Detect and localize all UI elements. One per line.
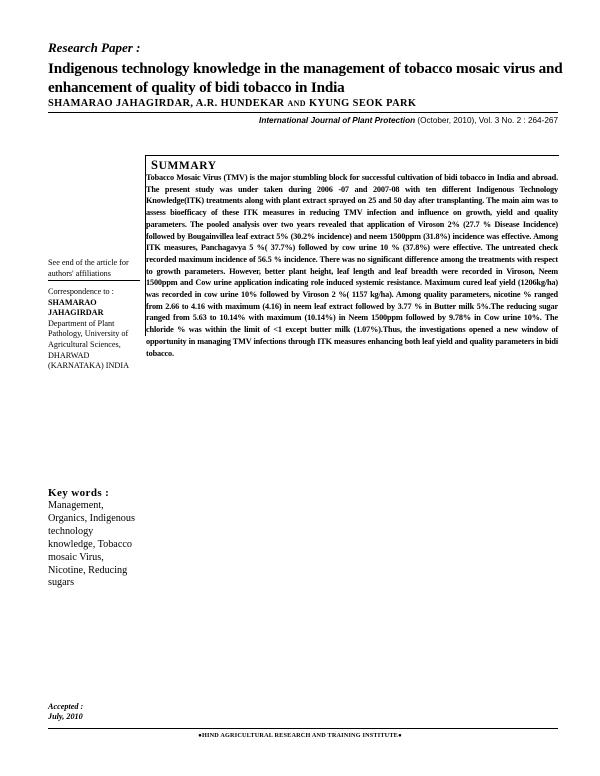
author-list — [48, 98, 416, 109]
authors-last: KYUNG SEOK PARK — [308, 98, 417, 109]
authors-first: SHAMARAO JAHAGIRDAR, A.R. HUNDEKAR — [48, 98, 285, 109]
paper-title: Indigenous technology knowledge in the management of tobacco mosaic virus and enhancement of quality of bidi tobacco in India — [48, 60, 563, 96]
sidebar-divider — [48, 280, 140, 281]
footer-divider — [48, 728, 558, 729]
correspondence-block — [48, 287, 142, 372]
accepted-label: Accepted : — [48, 702, 84, 711]
header-divider — [48, 112, 558, 113]
summary-heading-rest: UMMARY — [158, 160, 217, 172]
authors-conjunction: AND — [287, 99, 306, 108]
keywords-list: Management, Organics, Indigenous technology knowledge, Tobacco mosaic Virus, Nicotine, Reducing sugars — [48, 500, 135, 589]
correspondence-label: Correspondence to : — [48, 287, 114, 296]
summary-heading — [151, 158, 217, 173]
summary-text: Tobacco Mosaic Virus (TMV) is the major stumbling block for successful cultivation of bidi tobacco in India and abroad. The present study was under taken during 2006 -07 and 2007-08 with ten different Indigenous Technology Knowledge(ITK) treatments along with plant extract sprayed on 25 and 50 day after transplanting. The main aim was to assess bioefficacy of these ITK measures in reducing TMV infection and influence on growth, yield and quality parameters. The pooled analysis over two years revealed that application of Viroson 2% (27.7 % Disease Incidence) followed by Bougainvillea leaf extract 5% (30.2% incidence) and neem 1500ppm (31.8%) incidence was effective. Among ITK measures, Panchagavya 5 %( 37.7%) followed by cow urine 10 % (37.8%) were effective. The untreated check recorded maximum incidence of 56.5 % incidence. There was no significant difference among the treatments with respect to growth parameters. However, better plant height, leaf length and leaf breadth were recorded in Viroson, Neem 1500ppm and Cow urine application indicating role induced systemic resistance. Maximum cured leaf yield (1206kg/ha) was recorded in cow urine 10% followed by Viroson 2 %( 1157 kg/ha). Among quality parameters, nicotine % ranged from 2.66 to 4.16 with maximum (4.16) in neem leaf extract followed by 3.77 % in Butter milk 5%.The reducing sugar ranged from 5.63 to 10.14% with maximum (10.14%) in Neem 1500ppm followed by 9.78% in Cow urine 10%. The chloride % was within the limit of <1 except butter milk (1.07%).Thus, the investigations opened a new window of opportunity in managing TMV infections through ITK measures enhancing both leaf yield and quality parameters in bidi tobacco. — [146, 173, 558, 358]
journal-citation — [259, 116, 558, 125]
journal-details: (October, 2010), Vol. 3 No. 2 : 264-267 — [417, 116, 558, 125]
journal-name: International Journal of Plant Protection — [259, 116, 416, 125]
accepted-date: July, 2010 — [48, 712, 83, 721]
paper-type-label: Research Paper : — [48, 40, 141, 55]
affiliations-note: See end of the article for authors' affiliations — [48, 258, 129, 278]
keywords-label: Key words : — [48, 487, 110, 499]
correspondence-address: Department of Plant Pathology, University of Agricultural Sciences, DHARWAD (KARNATAKA) INDIA — [48, 318, 129, 371]
summary-heading-initial: S — [151, 158, 159, 172]
correspondence-name: SHAMARAO JAHAGIRDAR — [48, 297, 104, 318]
publisher-footer: ●HIND AGRICULTURAL RESEARCH AND TRAINING INSTITUTE● — [198, 732, 402, 739]
